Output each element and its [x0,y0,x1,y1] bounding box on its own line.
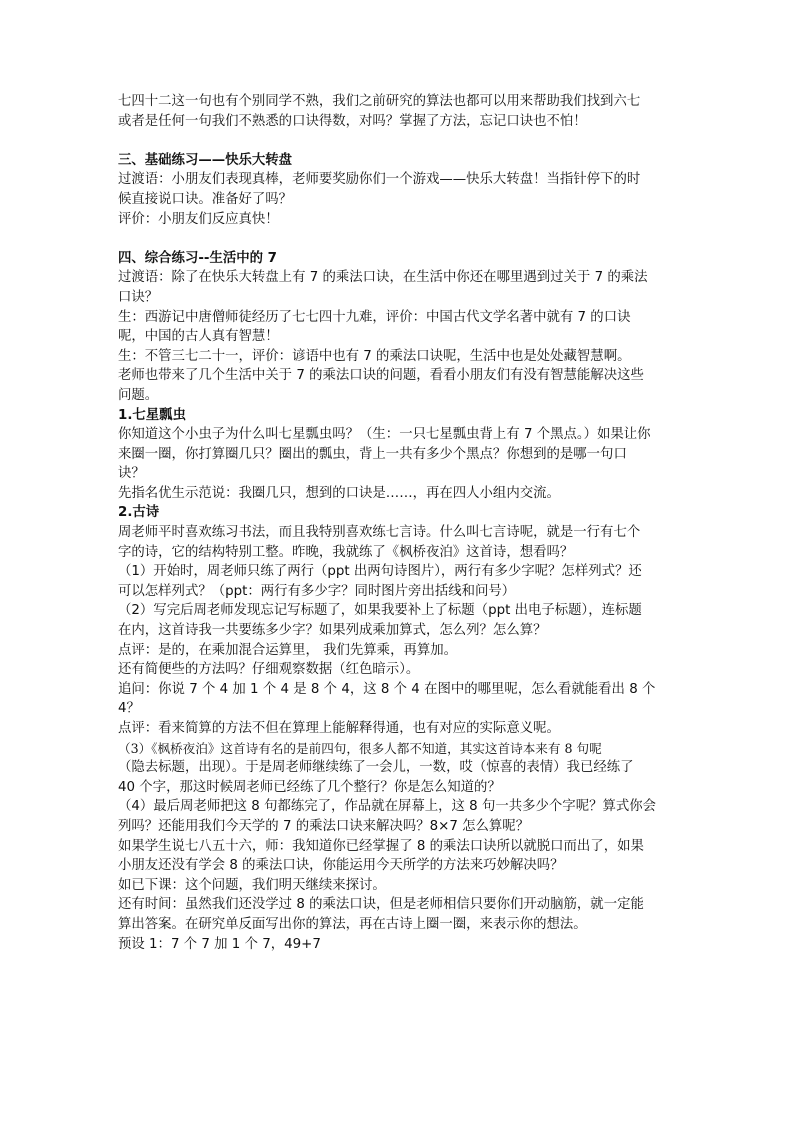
text-line: 过渡语：除了在快乐大转盘上有 7 的乘法口诀，在生活中你还在哪里遇到过关于 7 的乘法 [118,270,648,286]
text-line: 周老师平时喜欢练习书法，而且我特别喜欢练七言诗。什么叫七言诗呢，就是一行有七个 [118,525,641,541]
text-line: 预设 1：7 个 7 加 1 个 7，49+7 [118,936,321,952]
text-line: （2）写完后周老师发现忘记写标题了，如果我要补上了标题（ppt 出电子标题），连标题 [118,603,642,619]
text-line: 如已下课：这个问题，我们明天继续来探讨。 [118,877,386,893]
text-line: 生：西游记中唐僧师徒经历了七七四十九难，评价：中国古代文学名著中就有 7 的口诀 [118,309,631,325]
text-line: 老师也带来了几个生活中关于 7 的乘法口诀的问题，看看小朋友们有没有智慧能解决这些 [118,368,644,384]
text-line: 小朋友还没有学会 8 的乘法口诀，你能运用今天所学的方法来巧妙解决吗？ [118,858,564,874]
text-line: 口诀？ [118,289,159,305]
text-line: 如果学生说七八五十六，师：我知道你已经掌握了 8 的乘法口诀所以就脱口而出了，如果 [118,838,644,854]
blank-line [118,131,678,151]
text-line: 可以怎样列式？（ppt：两行有多少字？同时图片旁出括线和问号） [118,583,516,599]
text-line: 来圈一圈，你打算圈几只？圈出的瓢虫，背上一共有多少个黑点？你想到的是哪一句口 [118,446,627,462]
text-line: 生：不管三七二十一，评价：谚语中也有 7 的乘法口诀呢，生活中也是处处藏智慧啊。 [118,348,631,364]
text-line: 追问：你说 7 个 4 加 1 个 4 是 8 个 4，这 8 个 4 在图中的哪里呢，怎么看就能看出 8 个 [118,681,656,697]
document-body [118,92,678,954]
text-line: 评价：小朋友们反应真快！ [118,211,279,227]
text-line: 先指名优生示范说：我圈几只，想到的口诀是……，再在四人小组内交流。 [118,485,560,501]
text-line: 你知道这个小虫子为什么叫七星瓢虫吗？（生：一只七星瓢虫背上有 7 个黑点。）如果让你 [118,427,651,443]
text-line: 还有时间：虽然我们还没学过 8 的乘法口诀，但是老师相信只要你们开动脑筋，就一定能 [118,897,644,913]
text-line: 候直接说口诀。准备好了吗？ [118,191,293,207]
section-heading: 三、基础练习——快乐大转盘 [118,152,293,168]
text-line: 呢，中国的古人真有智慧！ [118,329,279,345]
text-line: 在内，这首诗我一共要练多少字？如果列成乘加算式，怎么列？怎么算？ [118,623,547,639]
text-line: 列吗？还能用我们今天学的 7 的乘法口诀来解决吗？8×7 怎么算呢？ [118,818,530,834]
text-line: （隐去标题，出现）。于是周老师继续练了一会儿，一数，哎（惊喜的表情）我已经练了 [118,760,634,776]
text-line: （3）《枫桥夜泊》这首诗有名的是前四句，很多人都不知道，其实这首诗本来有 8 句呢 [118,740,602,756]
text-line: 4？ [118,701,140,717]
text-line: 算出答案。在研究单反面写出你的算法，再在古诗上圈一圈，来表示你的想法。 [118,916,587,932]
text-line: （4）最后周老师把这 8 句都练完了，作品就在屏幕上，这 8 句一共多少个字呢？算式你会 [118,799,657,815]
section-heading: 1.七星瓢虫 [118,407,186,423]
text-line: 过渡语：小朋友们表现真棒，老师要奖励你们一个游戏——快乐大转盘！当指针停下的时 [118,172,641,188]
text-line: 字的诗，它的结构特别工整。昨晚，我就练了《枫桥夜泊》这首诗，想看吗？ [118,544,574,560]
blank-line [118,229,678,249]
text-line: 七四十二这一句也有个别同学不熟，我们之前研究的算法也都可以用来帮助我们找到六七 [118,94,641,109]
text-line: 问题。 [118,387,159,403]
text-line: 点评：看来简算的方法不但在算理上能解释得通，也有对应的实际意义呢。 [118,721,560,736]
text-line: 还有简便些的方法吗？仔细观察数据（红色暗示）。 [118,662,420,678]
text-line: 点评：是的，在乘加混合运算里， 我们先算乘，再算加。 [118,642,458,658]
text-line: 40 个字，那这时候周老师已经练了几个整行？你是怎么知道的？ [118,779,501,795]
section-heading: 四、综合练习--生活中的 7 [118,250,277,266]
text-line: 诀？ [118,466,145,482]
text-line: （1）开始时，周老师只练了两行（ppt 出两句诗图片），两行有多少字呢？怎样列式？还 [118,564,642,580]
section-heading: 2.古诗 [118,505,160,521]
text-line: 或者是任何一句我们不熟悉的口诀得数，对吗？掌握了方法，忘记口诀也不怕！ [118,113,587,129]
